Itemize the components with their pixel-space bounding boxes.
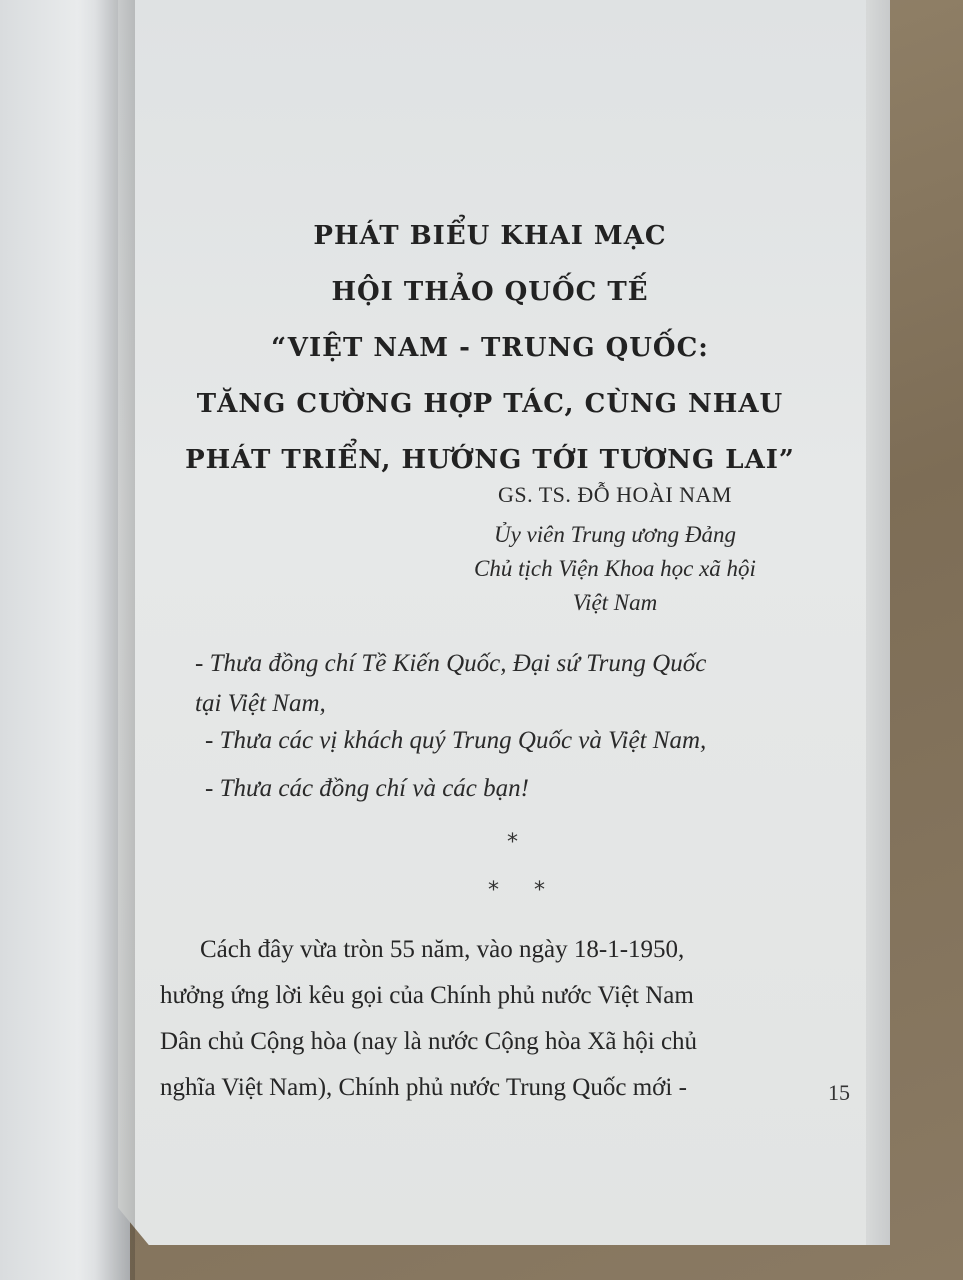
author-role: Chủ tịch Viện Khoa học xã hội [474, 556, 756, 581]
greeting-line: - Thưa đồng chí Tề Kiến Quốc, Đại sứ Trung Quốc [195, 650, 707, 677]
title-line: “VIỆT NAM - TRUNG QUỐC: [271, 333, 709, 363]
greeting-line: - Thưa các vị khách quý Trung Quốc và Việt Nam, [205, 727, 707, 754]
spine-shadow [95, 0, 135, 1280]
body-line: Cách đây vừa tròn 55 năm, vào ngày 18-1-1950, [200, 936, 685, 963]
separator-star: * [507, 830, 518, 855]
title-line: TĂNG CƯỜNG HỢP TÁC, CÙNG NHAU [196, 389, 784, 419]
body-paragraph [160, 927, 860, 1111]
author-block [420, 478, 810, 620]
body-line: nghĩa Việt Nam), Chính phủ nước Trung Quốc mới - [160, 1074, 687, 1101]
greeting-line: tại Việt Nam, [195, 690, 326, 717]
author-name: GS. TS. ĐỖ HOÀI NAM [497, 482, 732, 507]
page-number: 15 [828, 1080, 850, 1105]
separator-stars: * * [488, 878, 559, 903]
author-role: Ủy viên Trung ương Đảng [493, 522, 737, 547]
body-line: hưởng ứng lời kêu gọi của Chính phủ nước Việt Nam [160, 982, 694, 1009]
author-role: Việt Nam [572, 590, 658, 615]
body-line: Dân chủ Cộng hòa (nay là nước Cộng hòa Xã hội chủ [160, 1028, 698, 1055]
page-title [160, 208, 820, 488]
page-edge [866, 0, 890, 1245]
title-line: HỘI THẢO QUỐC TẾ [331, 277, 649, 307]
title-line: PHÁT BIỂU KHAI MẠC [313, 221, 667, 251]
title-line: PHÁT TRIỂN, HƯỚNG TỚI TƯƠNG LAI” [185, 445, 795, 475]
greeting-line: - Thưa các đồng chí và các bạn! [205, 775, 529, 802]
